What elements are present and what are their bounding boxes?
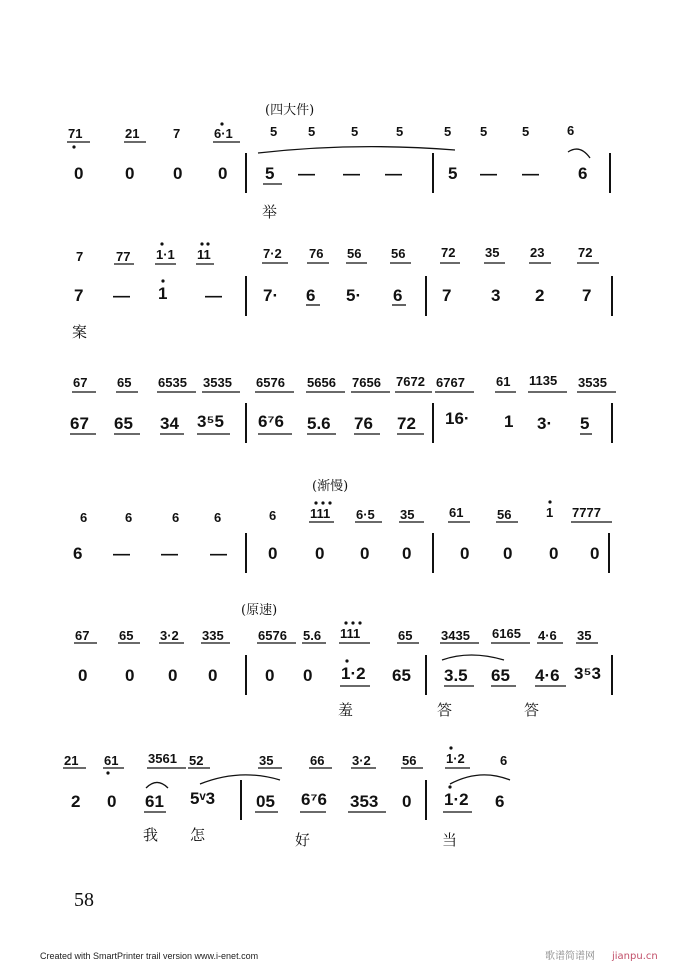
bottom-note: —: [522, 164, 539, 183]
top-note: 6576: [256, 375, 285, 390]
bottom-note: 0: [460, 544, 470, 563]
bottom-note: 7·: [263, 286, 279, 305]
top-note: 21: [125, 126, 140, 141]
lyric: 我: [143, 826, 159, 844]
bottom-note: 0: [125, 164, 135, 183]
octave-dot: [448, 785, 451, 788]
top-note: 5: [351, 124, 359, 139]
bottom-note: 4·6: [535, 666, 560, 685]
top-note: 56: [347, 246, 362, 261]
top-note: 6: [567, 123, 575, 138]
top-note: 335: [202, 628, 224, 643]
bottom-note: 7: [442, 286, 452, 305]
octave-dot: [220, 122, 223, 125]
page-number: 58: [74, 889, 94, 911]
octave-dot: [106, 771, 109, 774]
lyric: 案: [72, 323, 88, 341]
bottom-note: 67: [70, 414, 89, 433]
lyric: 当: [442, 831, 458, 849]
top-note: 3535: [578, 375, 607, 390]
bottom-note: —: [480, 164, 497, 183]
footer-credit: Created with SmartPrinter trail version www.i-enet.com: [40, 951, 259, 961]
bottom-note: 0: [503, 544, 513, 563]
top-note: 1: [546, 505, 554, 520]
bottom-note: —: [113, 286, 130, 305]
top-note: 6·5: [356, 507, 375, 522]
tie-slur: [146, 783, 168, 789]
top-note: 72: [578, 245, 593, 260]
watermark-site-url: jianpu.cn: [612, 951, 658, 962]
top-note: 23: [530, 245, 545, 260]
bottom-note: 0: [78, 666, 88, 685]
bottom-note: 6⁷6: [258, 412, 284, 431]
bottom-note: 5: [265, 164, 275, 183]
top-note: 67: [73, 375, 88, 390]
top-note: 61: [449, 505, 464, 520]
bottom-note: 0: [590, 544, 600, 563]
lyric: 怎: [190, 826, 206, 844]
top-note: 5: [444, 124, 452, 139]
octave-dot: [206, 242, 209, 245]
bottom-note: 0: [107, 792, 117, 811]
bottom-note: 5.6: [307, 414, 331, 433]
bottom-note: 3.5: [444, 666, 468, 685]
bottom-note: 3·: [537, 414, 553, 433]
top-note: 5: [480, 124, 488, 139]
top-note: 21: [64, 753, 79, 768]
octave-dot: [72, 145, 75, 148]
tie-slur: [568, 149, 590, 158]
bottom-note: 0: [315, 544, 325, 563]
top-note: 6767: [436, 375, 465, 390]
top-note: 61: [104, 753, 119, 768]
bottom-note: 0: [360, 544, 370, 563]
bottom-note: 5·: [346, 286, 362, 305]
top-note: 35: [400, 507, 415, 522]
bottom-note: —: [161, 544, 178, 563]
top-note: 5: [396, 124, 404, 139]
octave-dot: [345, 659, 348, 662]
bottom-note: 34: [160, 414, 179, 433]
bottom-note: 0: [268, 544, 278, 563]
top-note: 11: [197, 247, 211, 262]
top-note: 35: [259, 753, 274, 768]
octave-dot: [449, 746, 452, 749]
top-note: 76: [309, 246, 324, 261]
bottom-note: 0: [125, 666, 135, 685]
bottom-note: 0: [402, 544, 412, 563]
direction-label: (四大件): [265, 103, 315, 118]
bottom-note: 353: [350, 792, 379, 811]
top-note: 35: [577, 628, 592, 643]
octave-dot: [358, 621, 361, 624]
top-note: 3535: [203, 375, 232, 390]
top-note: 6: [269, 508, 277, 523]
bottom-note: —: [210, 544, 227, 563]
octave-dot: [344, 621, 347, 624]
octave-dot: [161, 279, 164, 282]
top-note: 66: [310, 753, 325, 768]
bottom-note: 6: [393, 286, 403, 305]
top-note: 7: [76, 249, 84, 264]
top-note: 4·6: [538, 628, 557, 643]
top-note: 35: [485, 245, 500, 260]
top-note: 5: [308, 124, 316, 139]
top-note: 56: [402, 753, 417, 768]
bottom-note: —: [298, 164, 315, 183]
bottom-note: 0: [208, 666, 218, 685]
bottom-note: 2: [71, 792, 81, 811]
bottom-note: 1: [158, 284, 168, 303]
octave-dot: [314, 501, 317, 504]
bottom-note: 0: [265, 666, 275, 685]
bottom-note: 5: [580, 414, 590, 433]
direction-label: (原速): [241, 603, 278, 618]
top-note: 7: [173, 126, 181, 141]
lyric: 答: [437, 701, 453, 719]
top-note: 1135: [529, 373, 558, 388]
top-note: 65: [398, 628, 413, 643]
bottom-note: 6⁷6: [301, 790, 327, 809]
top-note: 7672: [396, 374, 425, 389]
tie-slur: [258, 147, 455, 153]
octave-dot: [160, 242, 163, 245]
bottom-note: 6: [73, 544, 83, 563]
bottom-note: 1: [504, 412, 514, 431]
octave-dot: [321, 501, 324, 504]
top-note: 6: [172, 510, 180, 525]
bottom-note: 0: [303, 666, 313, 685]
bottom-note: —: [343, 164, 360, 183]
bottom-note: 65: [392, 666, 411, 685]
top-note: 7​1: [68, 126, 83, 141]
bottom-note: 1·2: [444, 790, 469, 809]
top-note: 6165: [492, 626, 521, 641]
top-note: 1·2: [446, 751, 465, 766]
octave-dot: [351, 621, 354, 624]
bottom-note: 0: [173, 164, 183, 183]
top-note: 3·2: [160, 628, 179, 643]
bottom-note: —: [205, 286, 222, 305]
top-note: 56: [391, 246, 406, 261]
top-note: 3·2: [352, 753, 371, 768]
top-note: 6: [80, 510, 88, 525]
bottom-note: 65: [491, 666, 510, 685]
tie-slur: [200, 775, 280, 784]
top-note: 6·1: [214, 126, 233, 141]
top-note: 7656: [352, 375, 381, 390]
lyric: 答: [524, 701, 540, 719]
bottom-note: 61: [145, 792, 164, 811]
lyric: 羞: [338, 701, 354, 719]
bottom-note: 3: [491, 286, 501, 305]
octave-dot: [548, 500, 551, 503]
bottom-note: 3⁵5: [197, 412, 224, 431]
top-note: 61: [496, 374, 511, 389]
top-note: 1·1: [156, 247, 175, 262]
top-note: 72: [441, 245, 456, 260]
top-note: 5.6: [303, 628, 322, 643]
bottom-note: 1·2: [341, 664, 366, 683]
octave-dot: [200, 242, 203, 245]
top-note: 65: [117, 375, 132, 390]
bottom-note: 5ᵛ3: [190, 789, 216, 808]
top-note: 6576: [258, 628, 287, 643]
bottom-note: 16·: [445, 409, 470, 428]
top-note: 65: [119, 628, 134, 643]
top-note: 3435: [441, 628, 470, 643]
watermark-site-name: 歌谱简谱网: [545, 951, 595, 962]
bottom-note: 3⁵3: [574, 664, 601, 683]
bottom-note: 65: [114, 414, 133, 433]
bottom-note: 0: [74, 164, 84, 183]
bottom-note: —: [113, 544, 130, 563]
top-note: 77: [116, 249, 131, 264]
top-note: 7777: [572, 505, 601, 520]
bottom-note: 72: [397, 414, 416, 433]
direction-label: (渐慢): [312, 479, 349, 494]
top-note: 6: [125, 510, 133, 525]
tie-slur: [450, 775, 510, 784]
bottom-note: 0: [168, 666, 178, 685]
bottom-note: 6: [306, 286, 316, 305]
top-note: 3561: [148, 751, 177, 766]
bottom-note: 05: [256, 792, 275, 811]
lyric: 举: [262, 203, 278, 221]
top-note: 111: [310, 506, 331, 521]
top-note: 6535: [158, 375, 187, 390]
lyric: 好: [295, 831, 311, 849]
top-note: 5: [522, 124, 530, 139]
bottom-note: 2: [535, 286, 545, 305]
top-note: 6: [500, 753, 508, 768]
bottom-note: 7: [582, 286, 592, 305]
top-note: 5: [270, 124, 278, 139]
top-note: 111: [340, 626, 361, 641]
bottom-note: 7: [74, 286, 84, 305]
bottom-note: —: [385, 164, 402, 183]
bottom-note: 0: [549, 544, 559, 563]
top-note: 7·2: [263, 246, 282, 261]
bottom-note: 76: [354, 414, 373, 433]
top-note: 67: [75, 628, 90, 643]
bottom-note: 0: [218, 164, 228, 183]
top-note: 6: [214, 510, 222, 525]
octave-dot: [328, 501, 331, 504]
tie-slur: [442, 655, 504, 660]
bottom-note: 0: [402, 792, 412, 811]
top-note: 5656: [307, 375, 336, 390]
top-note: 52: [189, 753, 204, 768]
bottom-note: 6: [578, 164, 588, 183]
bottom-note: 5: [448, 164, 458, 183]
bottom-note: 6: [495, 792, 505, 811]
top-note: 56: [497, 507, 512, 522]
